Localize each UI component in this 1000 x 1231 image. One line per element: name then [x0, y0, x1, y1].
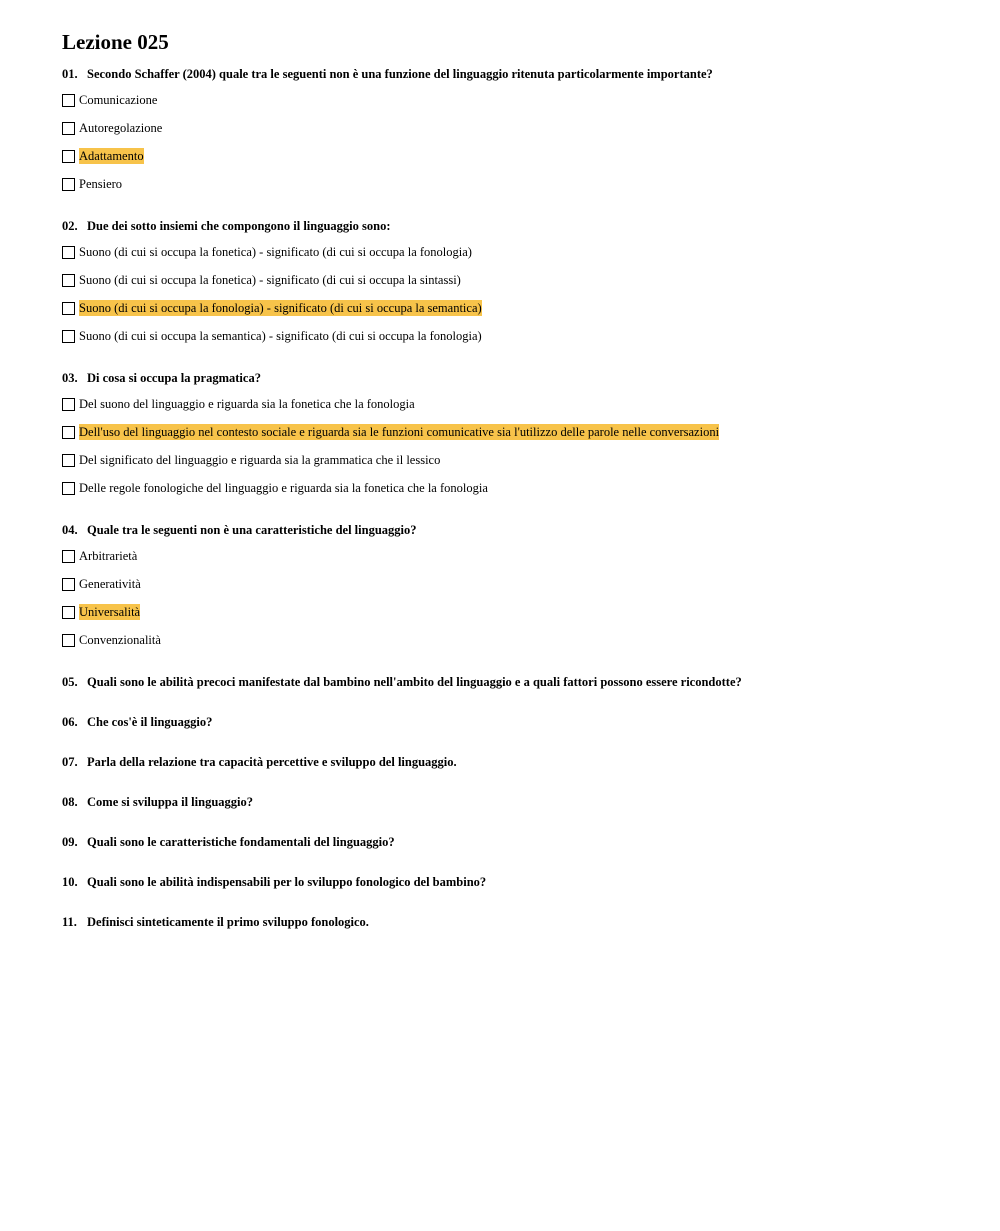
- answer-options: [62, 547, 962, 649]
- question-10: [62, 873, 962, 891]
- question-text: [62, 833, 962, 851]
- question-text: [62, 793, 962, 811]
- answer-label: Suono (di cui si occupa la semantica) - significato (di cui si occupa la fonologia): [79, 329, 482, 343]
- question-prompt: Quale tra le seguenti non è una caratteristiche del linguaggio?: [87, 523, 417, 537]
- answer-checkbox[interactable]: [62, 274, 75, 287]
- answer-checkbox[interactable]: [62, 454, 75, 467]
- answer-label: Arbitrarietà: [79, 549, 138, 563]
- answer-option[interactable]: [62, 327, 962, 345]
- page-title: Lezione 025: [62, 30, 169, 54]
- question-03: [62, 369, 962, 497]
- answer-label-highlighted: Dell'uso del linguaggio nel contesto sociale e riguarda sia le funzioni comunicative sia l'utilizzo delle parole nelle conversazioni: [79, 425, 720, 439]
- answer-option[interactable]: [62, 423, 962, 441]
- answer-checkbox[interactable]: [62, 302, 75, 315]
- question-prompt: Quali sono le abilità precoci manifestate dal bambino nell'ambito del linguaggio e a quali fattori possono essere ricondotte?: [87, 675, 742, 689]
- question-text: [62, 873, 962, 891]
- question-number: 05.: [62, 675, 78, 689]
- answer-option[interactable]: [62, 175, 962, 193]
- answer-option[interactable]: [62, 451, 962, 469]
- question-prompt: Come si sviluppa il linguaggio?: [87, 795, 254, 809]
- answer-checkbox[interactable]: [62, 246, 75, 259]
- answer-label: Delle regole fonologiche del linguaggio e riguarda sia la fonetica che la fonologia: [79, 481, 488, 495]
- question-prompt: Quali sono le caratteristiche fondamentali del linguaggio?: [87, 835, 395, 849]
- question-number: 04.: [62, 523, 78, 537]
- answer-checkbox[interactable]: [62, 578, 75, 591]
- answer-options: [62, 395, 962, 497]
- question-prompt: Di cosa si occupa la pragmatica?: [87, 371, 261, 385]
- question-prompt: Secondo Schaffer (2004) quale tra le seguenti non è una funzione del linguaggio ritenuta particolarmente importante?: [87, 67, 713, 81]
- answer-checkbox[interactable]: [62, 606, 75, 619]
- answer-checkbox[interactable]: [62, 122, 75, 135]
- answer-checkbox[interactable]: [62, 178, 75, 191]
- answer-label: Convenzionalità: [79, 633, 161, 647]
- question-text: [62, 673, 962, 691]
- answer-label: Del suono del linguaggio e riguarda sia la fonetica che la fonologia: [79, 397, 415, 411]
- answer-option[interactable]: [62, 547, 962, 565]
- question-09: [62, 833, 962, 851]
- answer-checkbox[interactable]: [62, 150, 75, 163]
- question-08: [62, 793, 962, 811]
- question-text: [62, 753, 962, 771]
- answer-checkbox[interactable]: [62, 398, 75, 411]
- answer-option[interactable]: [62, 631, 962, 649]
- answer-checkbox[interactable]: [62, 634, 75, 647]
- answer-checkbox[interactable]: [62, 550, 75, 563]
- question-11: [62, 913, 962, 931]
- answer-label-highlighted: Adattamento: [79, 149, 144, 163]
- question-number: 01.: [62, 67, 78, 81]
- question-prompt: Parla della relazione tra capacità percettive e sviluppo del linguaggio.: [87, 755, 457, 769]
- answer-option[interactable]: [62, 395, 962, 413]
- question-prompt: Che cos'è il linguaggio?: [87, 715, 213, 729]
- answer-option[interactable]: [62, 271, 962, 289]
- answer-label: Del significato del linguaggio e riguarda sia la grammatica che il lessico: [79, 453, 441, 467]
- answer-options: [62, 91, 962, 193]
- question-text: [62, 713, 962, 731]
- answer-option[interactable]: [62, 243, 962, 261]
- answer-label: Generatività: [79, 577, 141, 591]
- question-text: [62, 913, 962, 931]
- answer-option[interactable]: [62, 603, 962, 621]
- question-02: [62, 217, 962, 345]
- document-page: [62, 28, 962, 953]
- answer-label-highlighted: Suono (di cui si occupa la fonologia) - significato (di cui si occupa la semantica): [79, 301, 482, 315]
- answer-option[interactable]: [62, 299, 962, 317]
- answer-label: Suono (di cui si occupa la fonetica) - significato (di cui si occupa la fonologia): [79, 245, 472, 259]
- answer-option[interactable]: [62, 575, 962, 593]
- answer-option[interactable]: [62, 147, 962, 165]
- answer-options: [62, 243, 962, 345]
- question-number: 11.: [62, 915, 77, 929]
- question-prompt: Due dei sotto insiemi che compongono il linguaggio sono:: [87, 219, 391, 233]
- question-text: [62, 65, 962, 83]
- answer-checkbox[interactable]: [62, 482, 75, 495]
- answer-checkbox[interactable]: [62, 94, 75, 107]
- question-number: 09.: [62, 835, 78, 849]
- question-number: 06.: [62, 715, 78, 729]
- question-05: [62, 673, 962, 691]
- question-text: [62, 217, 962, 235]
- answer-checkbox[interactable]: [62, 330, 75, 343]
- question-number: 10.: [62, 875, 78, 889]
- question-04: [62, 521, 962, 649]
- question-text: [62, 369, 962, 387]
- question-07: [62, 753, 962, 771]
- answer-label: Autoregolazione: [79, 121, 163, 135]
- question-number: 08.: [62, 795, 78, 809]
- question-01: [62, 65, 962, 193]
- question-list: [62, 65, 962, 931]
- question-number: 03.: [62, 371, 78, 385]
- question-prompt: Quali sono le abilità indispensabili per lo sviluppo fonologico del bambino?: [87, 875, 487, 889]
- answer-checkbox[interactable]: [62, 426, 75, 439]
- answer-label: Pensiero: [79, 177, 123, 191]
- answer-label-highlighted: Universalità: [79, 605, 141, 619]
- question-text: [62, 521, 962, 539]
- question-prompt: Definisci sinteticamente il primo sviluppo fonologico.: [87, 915, 369, 929]
- question-number: 07.: [62, 755, 78, 769]
- question-06: [62, 713, 962, 731]
- answer-label: Suono (di cui si occupa la fonetica) - significato (di cui si occupa la sintassi): [79, 273, 461, 287]
- answer-option[interactable]: [62, 119, 962, 137]
- answer-label: Comunicazione: [79, 93, 158, 107]
- answer-option[interactable]: [62, 91, 962, 109]
- answer-option[interactable]: [62, 479, 962, 497]
- question-number: 02.: [62, 219, 78, 233]
